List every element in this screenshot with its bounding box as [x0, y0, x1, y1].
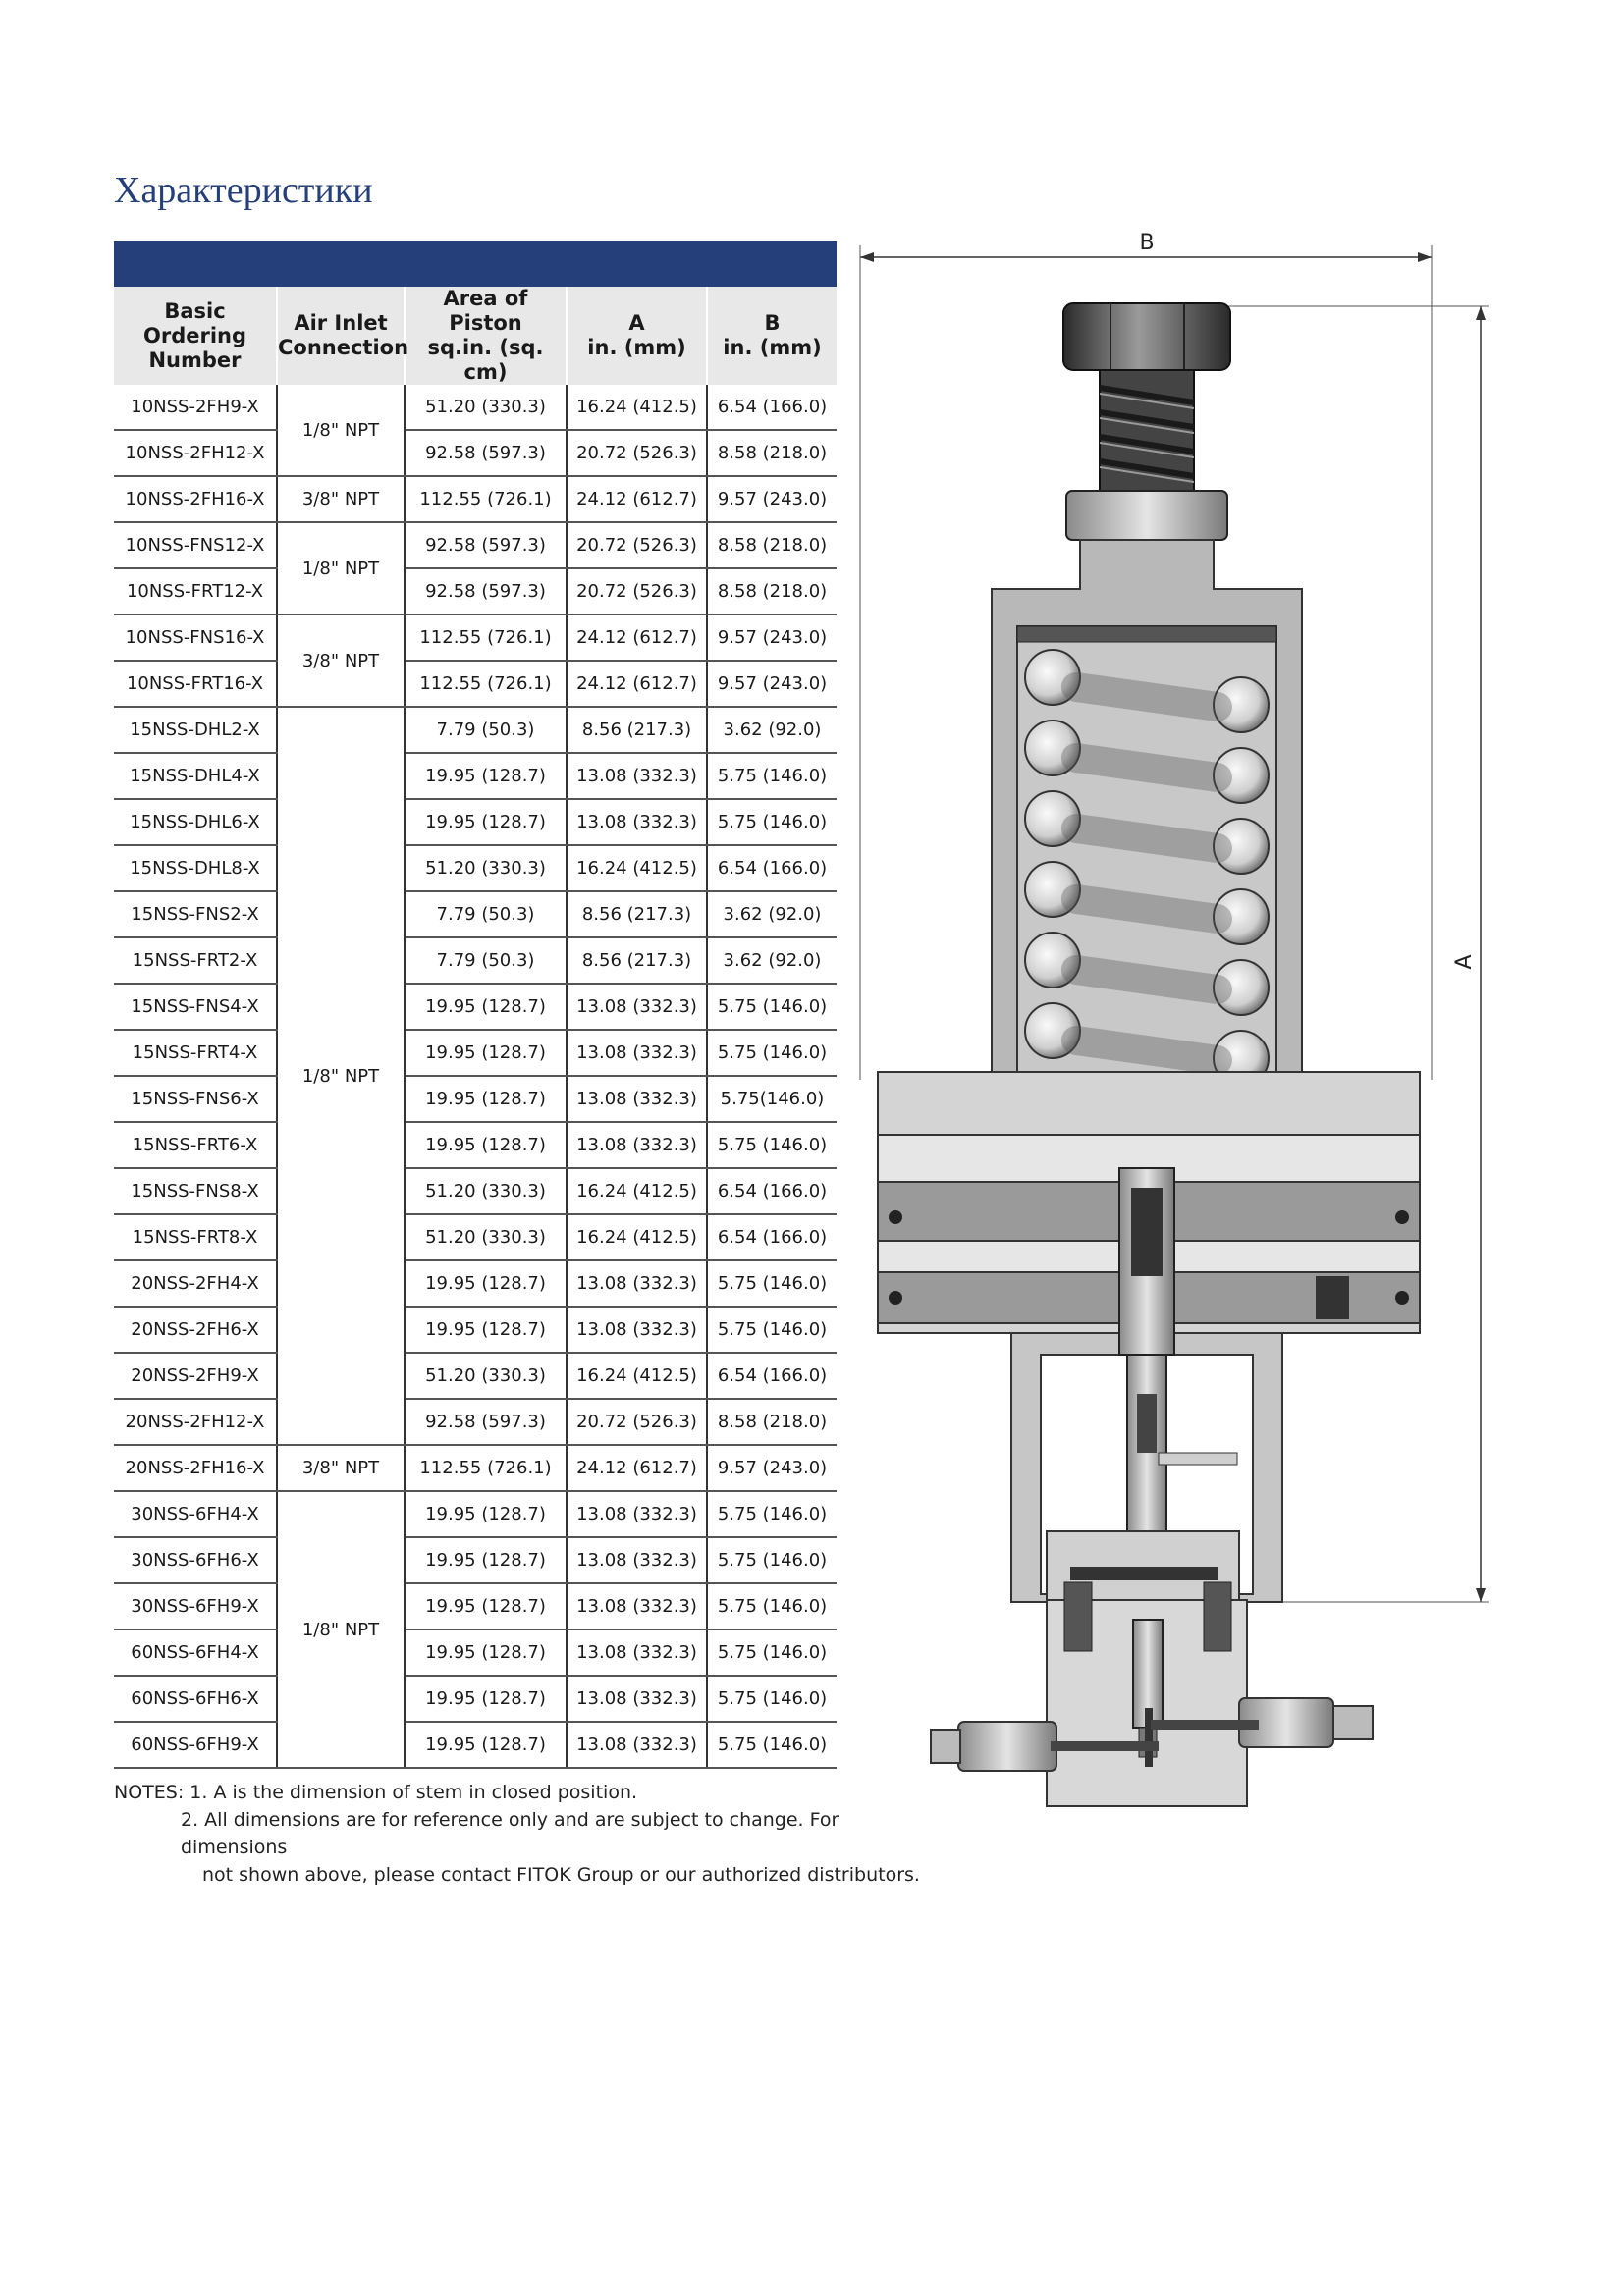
table-row	[114, 568, 837, 614]
table-row	[114, 1168, 837, 1214]
ordering-number-cell: 20NSS-2FH16-X	[114, 1445, 277, 1491]
table-row	[114, 1353, 837, 1399]
ordering-number-cell: 15NSS-FNS2-X	[114, 891, 277, 937]
dimension-b-cell: 5.75 (146.0)	[707, 1722, 837, 1768]
piston-area-cell: 112.55 (726.1)	[405, 1445, 567, 1491]
ordering-number-cell: 60NSS-6FH9-X	[114, 1722, 277, 1768]
air-inlet-cell: 3/8" NPT	[277, 1445, 405, 1491]
table-row	[114, 1445, 837, 1491]
dimension-b-cell: 6.54 (166.0)	[707, 1214, 837, 1260]
piston-area-cell: 112.55 (726.1)	[405, 614, 567, 661]
dimension-b-cell: 9.57 (243.0)	[707, 1445, 837, 1491]
dimension-a-cell: 16.24 (412.5)	[567, 1353, 707, 1399]
dimension-b-cell: 5.75 (146.0)	[707, 753, 837, 799]
dimension-b-cell: 8.58 (218.0)	[707, 430, 837, 476]
piston-area-cell: 19.95 (128.7)	[405, 984, 567, 1030]
ordering-number-cell: 60NSS-6FH6-X	[114, 1676, 277, 1722]
notes	[114, 1779, 939, 1889]
dimension-b-cell: 5.75 (146.0)	[707, 1307, 837, 1353]
dimension-b-label: B	[1139, 231, 1155, 255]
page-title: Характеристики	[114, 170, 373, 211]
header-area: Area of Piston sq.in. (sq. cm)	[405, 287, 567, 385]
piston-area-cell: 112.55 (726.1)	[405, 476, 567, 522]
table-row	[114, 1676, 837, 1722]
ordering-number-cell: 30NSS-6FH9-X	[114, 1583, 277, 1629]
ordering-number-cell: 30NSS-6FH6-X	[114, 1537, 277, 1583]
ordering-number-cell: 10NSS-2FH9-X	[114, 385, 277, 430]
dimension-b-cell: 5.75 (146.0)	[707, 799, 837, 845]
dimension-b-cell: 5.75 (146.0)	[707, 1629, 837, 1676]
dimension-a-cell: 13.08 (332.3)	[567, 984, 707, 1030]
dimension-a-cell: 24.12 (612.7)	[567, 1445, 707, 1491]
ordering-number-cell: 15NSS-FRT6-X	[114, 1122, 277, 1168]
dimension-b-cell: 5.75 (146.0)	[707, 1122, 837, 1168]
ordering-number-cell: 15NSS-FNS6-X	[114, 1076, 277, 1122]
dimension-b-cell: 5.75 (146.0)	[707, 1583, 837, 1629]
spec-table	[114, 241, 837, 1769]
piston-area-cell: 19.95 (128.7)	[405, 799, 567, 845]
dimension-a-cell: 20.72 (526.3)	[567, 1399, 707, 1445]
dimension-a-cell: 13.08 (332.3)	[567, 753, 707, 799]
table-row	[114, 430, 837, 476]
hex-cap	[1063, 303, 1230, 370]
ordering-number-cell: 15NSS-DHL2-X	[114, 707, 277, 753]
piston-area-cell: 51.20 (330.3)	[405, 1353, 567, 1399]
table-row	[114, 1583, 837, 1629]
piston-area-cell: 19.95 (128.7)	[405, 1307, 567, 1353]
dimension-a-cell: 16.24 (412.5)	[567, 1168, 707, 1214]
table-row	[114, 1307, 837, 1353]
table-row	[114, 1076, 837, 1122]
table-row	[114, 753, 837, 799]
table-row	[114, 1491, 837, 1537]
header-inlet: Air Inlet Connection	[277, 287, 405, 385]
dimension-a-cell: 16.24 (412.5)	[567, 1214, 707, 1260]
dimension-a-label: A	[1452, 954, 1477, 970]
ordering-number-cell: 10NSS-FNS16-X	[114, 614, 277, 661]
dimension-a-cell: 13.08 (332.3)	[567, 799, 707, 845]
ordering-number-cell: 10NSS-FRT12-X	[114, 568, 277, 614]
dimension-a-cell: 16.24 (412.5)	[567, 845, 707, 891]
dimension-b-cell: 5.75 (146.0)	[707, 1537, 837, 1583]
piston-area-cell: 19.95 (128.7)	[405, 1491, 567, 1537]
ordering-number-cell: 10NSS-FNS12-X	[114, 522, 277, 568]
dimension-a-cell: 13.08 (332.3)	[567, 1260, 707, 1307]
piston-area-cell: 92.58 (597.3)	[405, 430, 567, 476]
note-2-continued: not shown above, please contact FITOK Group or our authorized distributors.	[202, 1864, 920, 1886]
dimension-a-cell: 13.08 (332.3)	[567, 1307, 707, 1353]
table-row	[114, 522, 837, 568]
table-row	[114, 1399, 837, 1445]
note-1: NOTES: 1. A is the dimension of stem in closed position.	[114, 1782, 638, 1803]
piston-area-cell: 51.20 (330.3)	[405, 1168, 567, 1214]
dimension-a-cell: 16.24 (412.5)	[567, 385, 707, 430]
ordering-number-cell: 20NSS-2FH6-X	[114, 1307, 277, 1353]
table-row	[114, 614, 837, 661]
dimension-a-cell: 24.12 (612.7)	[567, 614, 707, 661]
table-row	[114, 891, 837, 937]
dimension-b-cell: 6.54 (166.0)	[707, 385, 837, 430]
dimension-a-cell: 13.08 (332.3)	[567, 1030, 707, 1076]
ordering-number-cell: 20NSS-2FH9-X	[114, 1353, 277, 1399]
ordering-number-cell: 10NSS-2FH16-X	[114, 476, 277, 522]
dimension-a-cell: 8.56 (217.3)	[567, 891, 707, 937]
table-banner	[114, 241, 837, 287]
dimension-b-cell: 5.75 (146.0)	[707, 1030, 837, 1076]
dimension-b-cell: 9.57 (243.0)	[707, 614, 837, 661]
dimension-b-cell: 5.75 (146.0)	[707, 984, 837, 1030]
piston-area-cell: 51.20 (330.3)	[405, 385, 567, 430]
piston-area-cell: 19.95 (128.7)	[405, 1076, 567, 1122]
dimension-b-cell: 8.58 (218.0)	[707, 568, 837, 614]
piston-area-cell: 92.58 (597.3)	[405, 568, 567, 614]
piston-area-cell: 19.95 (128.7)	[405, 1583, 567, 1629]
dimension-a-cell: 13.08 (332.3)	[567, 1076, 707, 1122]
table-row	[114, 984, 837, 1030]
table-row	[114, 1030, 837, 1076]
piston-area-cell: 19.95 (128.7)	[405, 1629, 567, 1676]
table-header-row	[114, 287, 837, 385]
piston-area-cell: 19.95 (128.7)	[405, 753, 567, 799]
piston-area-cell: 19.95 (128.7)	[405, 1122, 567, 1168]
table-row	[114, 845, 837, 891]
piston-area-cell: 19.95 (128.7)	[405, 1260, 567, 1307]
dimension-b-cell: 9.57 (243.0)	[707, 476, 837, 522]
piston-area-cell: 7.79 (50.3)	[405, 891, 567, 937]
dimension-b-cell: 6.54 (166.0)	[707, 1168, 837, 1214]
table-row	[114, 1214, 837, 1260]
piston-area-cell: 92.58 (597.3)	[405, 1399, 567, 1445]
table-row	[114, 661, 837, 707]
valve-cross-section-drawing	[848, 224, 1496, 1814]
table-row	[114, 799, 837, 845]
table-row	[114, 385, 837, 430]
table-row	[114, 1260, 837, 1307]
piston-area-cell: 51.20 (330.3)	[405, 845, 567, 891]
header-a: A in. (mm)	[567, 287, 707, 385]
ordering-number-cell: 15NSS-FRT4-X	[114, 1030, 277, 1076]
dimension-b-cell: 8.58 (218.0)	[707, 1399, 837, 1445]
outlet-block	[931, 1582, 1373, 1806]
dimension-a-cell: 13.08 (332.3)	[567, 1629, 707, 1676]
ordering-number-cell: 15NSS-DHL8-X	[114, 845, 277, 891]
piston-area-cell: 19.95 (128.7)	[405, 1537, 567, 1583]
piston-area-cell: 112.55 (726.1)	[405, 661, 567, 707]
table-row	[114, 1722, 837, 1768]
piston-area-cell: 7.79 (50.3)	[405, 937, 567, 984]
dimension-a-cell: 24.12 (612.7)	[567, 661, 707, 707]
ordering-number-cell: 60NSS-6FH4-X	[114, 1629, 277, 1676]
table-row	[114, 1537, 837, 1583]
ordering-number-cell: 20NSS-2FH4-X	[114, 1260, 277, 1307]
dimension-a-cell: 20.72 (526.3)	[567, 430, 707, 476]
dimension-b-cell: 6.54 (166.0)	[707, 845, 837, 891]
dimension-a-cell: 13.08 (332.3)	[567, 1491, 707, 1537]
table-body	[114, 385, 837, 1768]
dimension-a-cell: 13.08 (332.3)	[567, 1537, 707, 1583]
dimension-a-cell: 13.08 (332.3)	[567, 1722, 707, 1768]
dimension-b-cell: 5.75(146.0)	[707, 1076, 837, 1122]
ordering-number-cell: 20NSS-2FH12-X	[114, 1399, 277, 1445]
air-inlet-cell: 1/8" NPT	[277, 707, 405, 1445]
table-row	[114, 1122, 837, 1168]
piston-area-cell: 7.79 (50.3)	[405, 707, 567, 753]
dimension-b-cell: 8.58 (218.0)	[707, 522, 837, 568]
piston-area-cell: 19.95 (128.7)	[405, 1030, 567, 1076]
dimension-b-cell: 3.62 (92.0)	[707, 891, 837, 937]
ordering-number-cell: 15NSS-DHL4-X	[114, 753, 277, 799]
dimension-b-cell: 3.62 (92.0)	[707, 937, 837, 984]
dimension-a-cell: 13.08 (332.3)	[567, 1676, 707, 1722]
table-row	[114, 937, 837, 984]
dimension-a-cell: 24.12 (612.7)	[567, 476, 707, 522]
table-row	[114, 1629, 837, 1676]
ordering-number-cell: 10NSS-FRT16-X	[114, 661, 277, 707]
ordering-number-cell: 15NSS-FNS8-X	[114, 1168, 277, 1214]
dimension-a-cell: 20.72 (526.3)	[567, 568, 707, 614]
air-inlet-cell: 1/8" NPT	[277, 1491, 405, 1768]
ordering-number-cell: 15NSS-DHL6-X	[114, 799, 277, 845]
dimension-b-cell: 6.54 (166.0)	[707, 1353, 837, 1399]
dimension-b-cell: 5.75 (146.0)	[707, 1260, 837, 1307]
ordering-number-cell: 15NSS-FNS4-X	[114, 984, 277, 1030]
air-inlet-cell: 1/8" NPT	[277, 522, 405, 614]
lock-nut	[1066, 491, 1227, 540]
table-row	[114, 476, 837, 522]
header-number: Basic Ordering Number	[114, 287, 277, 385]
piston-area-cell: 92.58 (597.3)	[405, 522, 567, 568]
dimension-a-cell: 8.56 (217.3)	[567, 937, 707, 984]
dimension-a-cell: 20.72 (526.3)	[567, 522, 707, 568]
dimension-b-cell: 3.62 (92.0)	[707, 707, 837, 753]
table-row	[114, 707, 837, 753]
ordering-number-cell: 15NSS-FRT2-X	[114, 937, 277, 984]
ordering-number-cell: 30NSS-6FH4-X	[114, 1491, 277, 1537]
ordering-number-cell: 15NSS-FRT8-X	[114, 1214, 277, 1260]
dimension-a-cell: 13.08 (332.3)	[567, 1122, 707, 1168]
air-inlet-cell: 1/8" NPT	[277, 385, 405, 476]
air-inlet-cell: 3/8" NPT	[277, 614, 405, 707]
dimension-a-cell: 8.56 (217.3)	[567, 707, 707, 753]
piston-area-cell: 51.20 (330.3)	[405, 1214, 567, 1260]
dimension-b-cell: 5.75 (146.0)	[707, 1676, 837, 1722]
piston-area-cell: 19.95 (128.7)	[405, 1722, 567, 1768]
piston-area-cell: 19.95 (128.7)	[405, 1676, 567, 1722]
air-inlet-cell: 3/8" NPT	[277, 476, 405, 522]
header-b: B in. (mm)	[707, 287, 837, 385]
dimension-b-cell: 5.75 (146.0)	[707, 1491, 837, 1537]
note-2: 2. All dimensions are for reference only and are subject to change. For dimensions	[181, 1809, 839, 1858]
ordering-number-cell: 10NSS-2FH12-X	[114, 430, 277, 476]
dimension-b-cell: 9.57 (243.0)	[707, 661, 837, 707]
dimension-a-cell: 13.08 (332.3)	[567, 1583, 707, 1629]
